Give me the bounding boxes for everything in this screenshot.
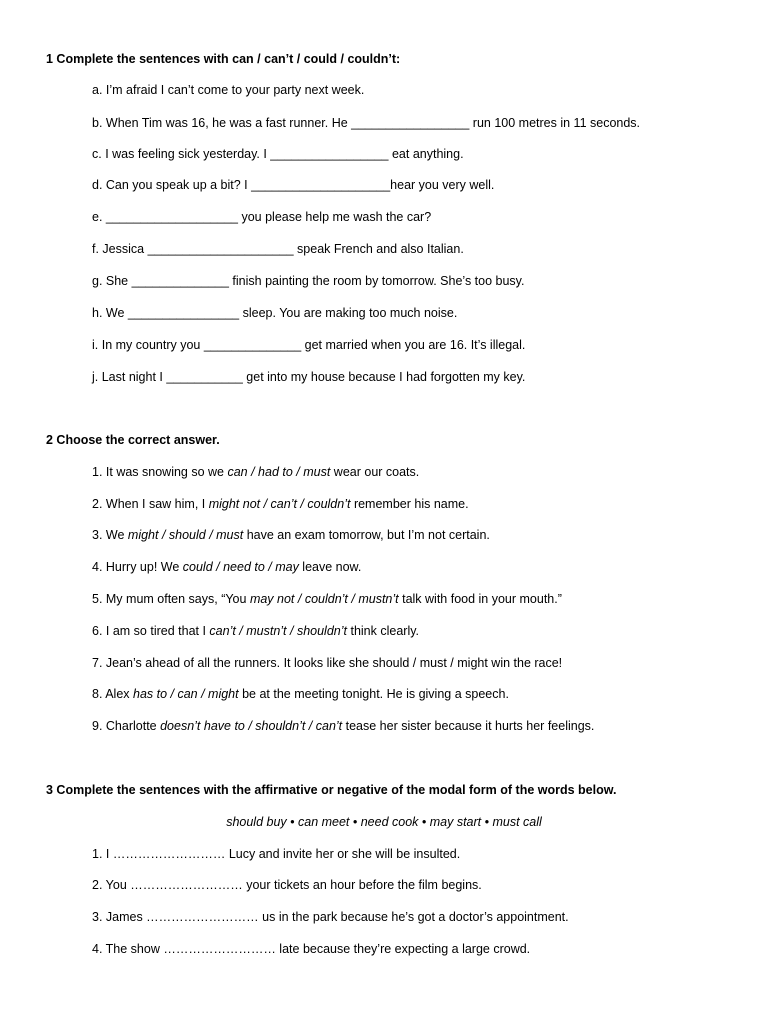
s2-item-9: 9. Charlotte doesn’t have to / shouldn’t / can’t tease her sister because it hurts her feelings. — [92, 719, 595, 733]
s2-item-2: 2. When I saw him, I might not / can’t / couldn’t remember his name. — [92, 497, 469, 511]
section-2-title: 2 Choose the correct answer. — [46, 433, 220, 447]
s3-item-1: 1. I ……………………… Lucy and invite her or she will be insulted. — [92, 847, 461, 861]
s3-item-2: 2. You ……………………… your tickets an hour before the film begins. — [92, 878, 482, 892]
s2-item-8: 8. Alex has to / can / might be at the meeting tonight. He is giving a speech. — [92, 687, 509, 701]
s1-item-f: f. Jessica _____________________ speak French and also Italian. — [92, 242, 464, 256]
section-3-title: 3 Complete the sentences with the affirmative or negative of the modal form of the words below. — [46, 783, 617, 797]
s1-item-h: h. We ________________ sleep. You are making too much noise. — [92, 306, 458, 320]
s1-item-d: d. Can you speak up a bit? I ____________________hear you very well. — [92, 178, 495, 192]
section-1-title: 1 Complete the sentences with can / can’t / could / couldn’t: — [46, 52, 401, 66]
s2-item-6: 6. I am so tired that I can’t / mustn’t / shouldn’t think clearly. — [92, 624, 420, 638]
s1-item-c: c. I was feeling sick yesterday. I _________________ eat anything. — [92, 147, 464, 161]
s1-item-b: b. When Tim was 16, he was a fast runner. He _________________ run 100 metres in 11 seconds. — [92, 116, 641, 130]
s3-item-3: 3. James ……………………… us in the park because he’s got a doctor’s appointment. — [92, 910, 569, 924]
s1-item-j: j. Last night I ___________ get into my house because I had forgotten my key. — [92, 370, 526, 384]
s1-item-e: e. ___________________ you please help me wash the car? — [92, 210, 432, 224]
s1-item-a: a. I’m afraid I can’t come to your party next week. — [92, 83, 365, 97]
s2-item-3: 3. We might / should / must have an exam tomorrow, but I’m not certain. — [92, 528, 490, 542]
s3-item-4: 4. The show ……………………… late because they’re expecting a large crowd. — [92, 942, 531, 956]
s2-item-4: 4. Hurry up! We could / need to / may leave now. — [92, 560, 362, 574]
s2-item-7: 7. Jean’s ahead of all the runners. It looks like she should / must / might win the race! — [92, 656, 563, 670]
s1-item-i: i. In my country you ______________ get married when you are 16. It’s illegal. — [92, 338, 526, 352]
s1-item-g: g. She ______________ finish painting the room by tomorrow. She’s too busy. — [92, 274, 525, 288]
s2-item-5: 5. My mum often says, “You may not / couldn’t / mustn’t talk with food in your mouth.” — [92, 592, 562, 606]
s2-item-1: 1. It was snowing so we can / had to / must wear our coats. — [92, 465, 420, 479]
word-bank: should buy • can meet • need cook • may start • must call — [226, 815, 542, 829]
